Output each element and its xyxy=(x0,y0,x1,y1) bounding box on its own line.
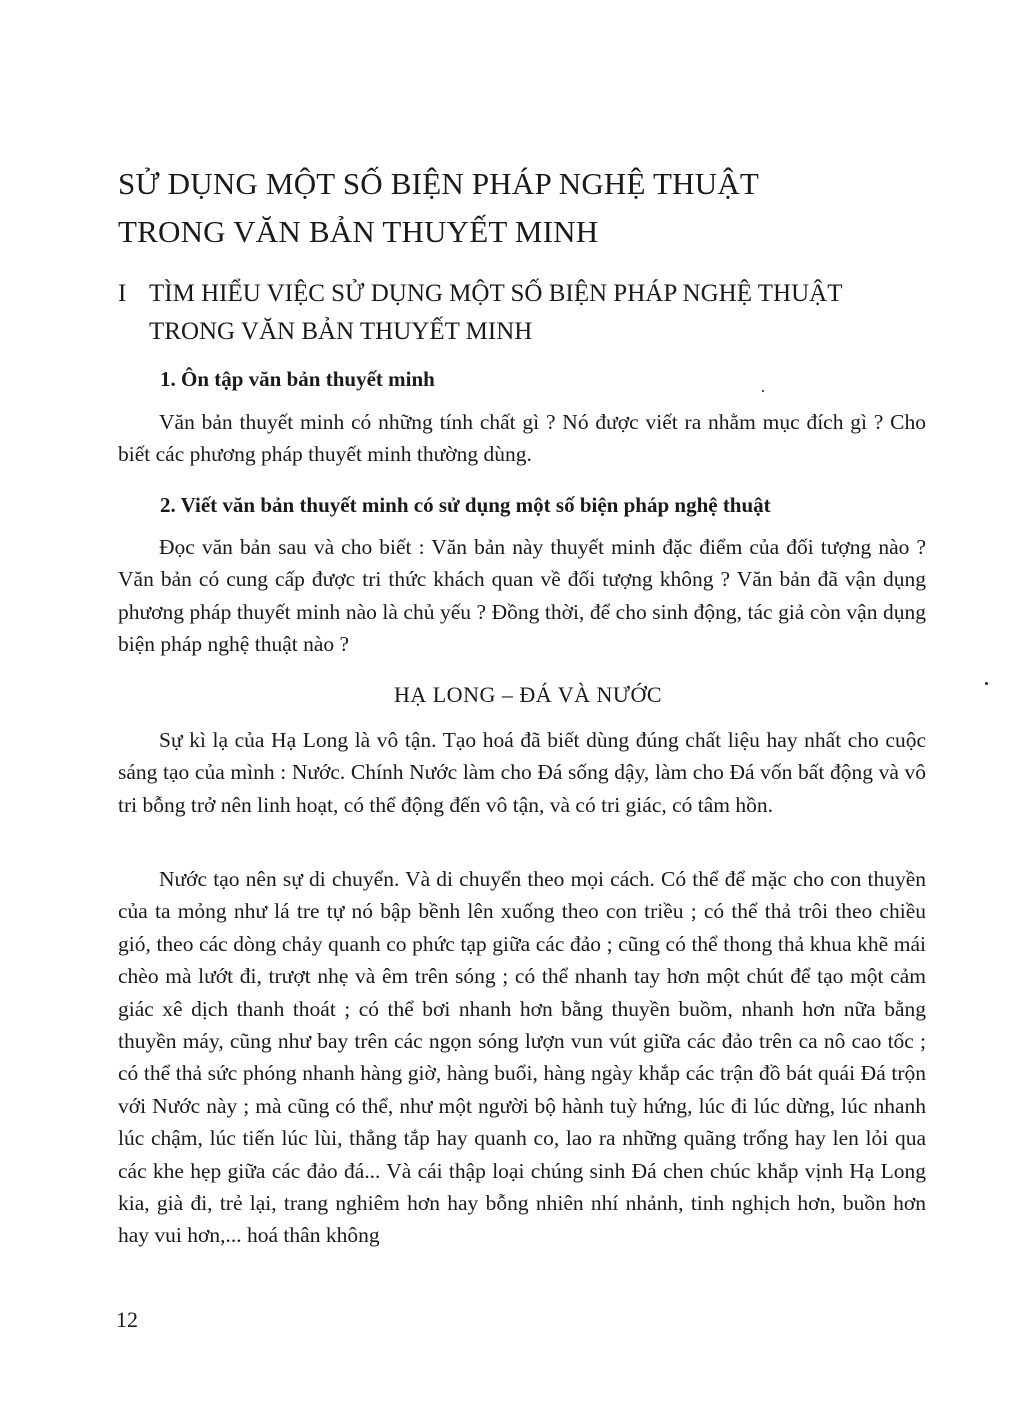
section-number: I xyxy=(118,280,127,307)
subsection-2-heading: 2. Viết văn bản thuyết minh có sử dụng một số biện pháp nghệ thuật xyxy=(160,493,771,517)
section-heading-line-2: TRONG VĂN BẢN THUYẾT MINH xyxy=(149,318,533,345)
subsection-1-paragraph: Văn bản thuyết minh có những tính chất gì ? Nó được viết ra nhằm mục đích gì ? Cho biết các phương pháp thuyết minh thường dùng. xyxy=(118,410,926,467)
section-heading-line-1: TÌM HIỂU VIỆC SỬ DỤNG MỘT SỐ BIỆN PHÁP NGHỆ THUẬT xyxy=(149,280,843,307)
scan-speck xyxy=(985,682,988,685)
subsection-2-paragraph: Đọc văn bản sau và cho biết : Văn bản này thuyết minh đặc điểm của đối tượng nào ? Văn bản có cung cấp được tri thức khách quan về đối tượng không ? Văn bản đã vận dụng phương pháp thuyết minh nào là chủ yếu ? Đồng thời, để cho sinh động, tác giả còn vận dụng biện pháp nghệ thuật nào ? xyxy=(118,535,926,657)
title-line-2: TRONG VĂN BẢN THUYẾT MINH xyxy=(118,214,599,249)
page-title xyxy=(118,160,918,256)
reading-paragraph-2: Nước tạo nên sự di chuyển. Và di chuyển theo mọi cách. Có thể để mặc cho con thuyền của ta mỏng như lá tre tự nó bập bềnh lên xuống theo con triều ; có thể thả trôi theo chiều gió, theo các dòng chảy quanh co phức tạp giữa các đảo ; cũng có thể thong thả khua khẽ mái chèo mà lướt đi, trượt nhẹ và êm trên sóng ; có thể nhanh tay hơn một chút để tạo một cảm giác xê dịch thanh thoát ; có thể bơi nhanh hơn bằng thuyền buồm, nhanh hơn nữa bằng thuyền máy, cũng như bay trên các ngọn sóng lượn vun vút giữa các đảo trên ca nô cao tốc ; có thể thả sức phóng nhanh hàng giờ, hàng buổi, hàng ngày khắp các trận đồ bát quái Đá trộn với Nước này ; mà cũng có thể, như một người bộ hành tuỳ hứng, lúc đi lúc dừng, lúc nhanh lúc chậm, lúc tiến lúc lùi, thẳng tắp hay quanh co, lao ra những quãng trống hay len lỏi qua các khe hẹp giữa các đảo đá... Và cái thập loại chúng sinh Đá chen chúc khắp vịnh Hạ Long kia, già đi, trẻ lại, trang nghiêm hơn hay bỗng nhiên nhí nhảnh, tinh nghịch hơn, buồn hơn hay vui hơn,... hoá thân không xyxy=(118,867,926,1248)
reading-title: HẠ LONG – ĐÁ VÀ NƯỚC xyxy=(393,682,663,707)
scan-speck xyxy=(762,390,764,392)
title-line-1: SỬ DỤNG MỘT SỐ BIỆN PHÁP NGHỆ THUẬT xyxy=(118,166,760,201)
page-number: 12 xyxy=(116,1307,138,1332)
section-heading xyxy=(149,275,909,351)
reading-paragraph-1: Sự kì lạ của Hạ Long là vô tận. Tạo hoá đã biết dùng đúng chất liệu hay nhất cho cuộc sáng tạo của mình : Nước. Chính Nước làm cho Đá sống dậy, làm cho Đá vốn bất động và vô tri bỗng trở nên linh hoạt, có thể động đến vô tận, và có tri giác, có tâm hồn. xyxy=(118,728,926,817)
subsection-1-heading: 1. Ôn tập văn bản thuyết minh xyxy=(160,367,435,391)
